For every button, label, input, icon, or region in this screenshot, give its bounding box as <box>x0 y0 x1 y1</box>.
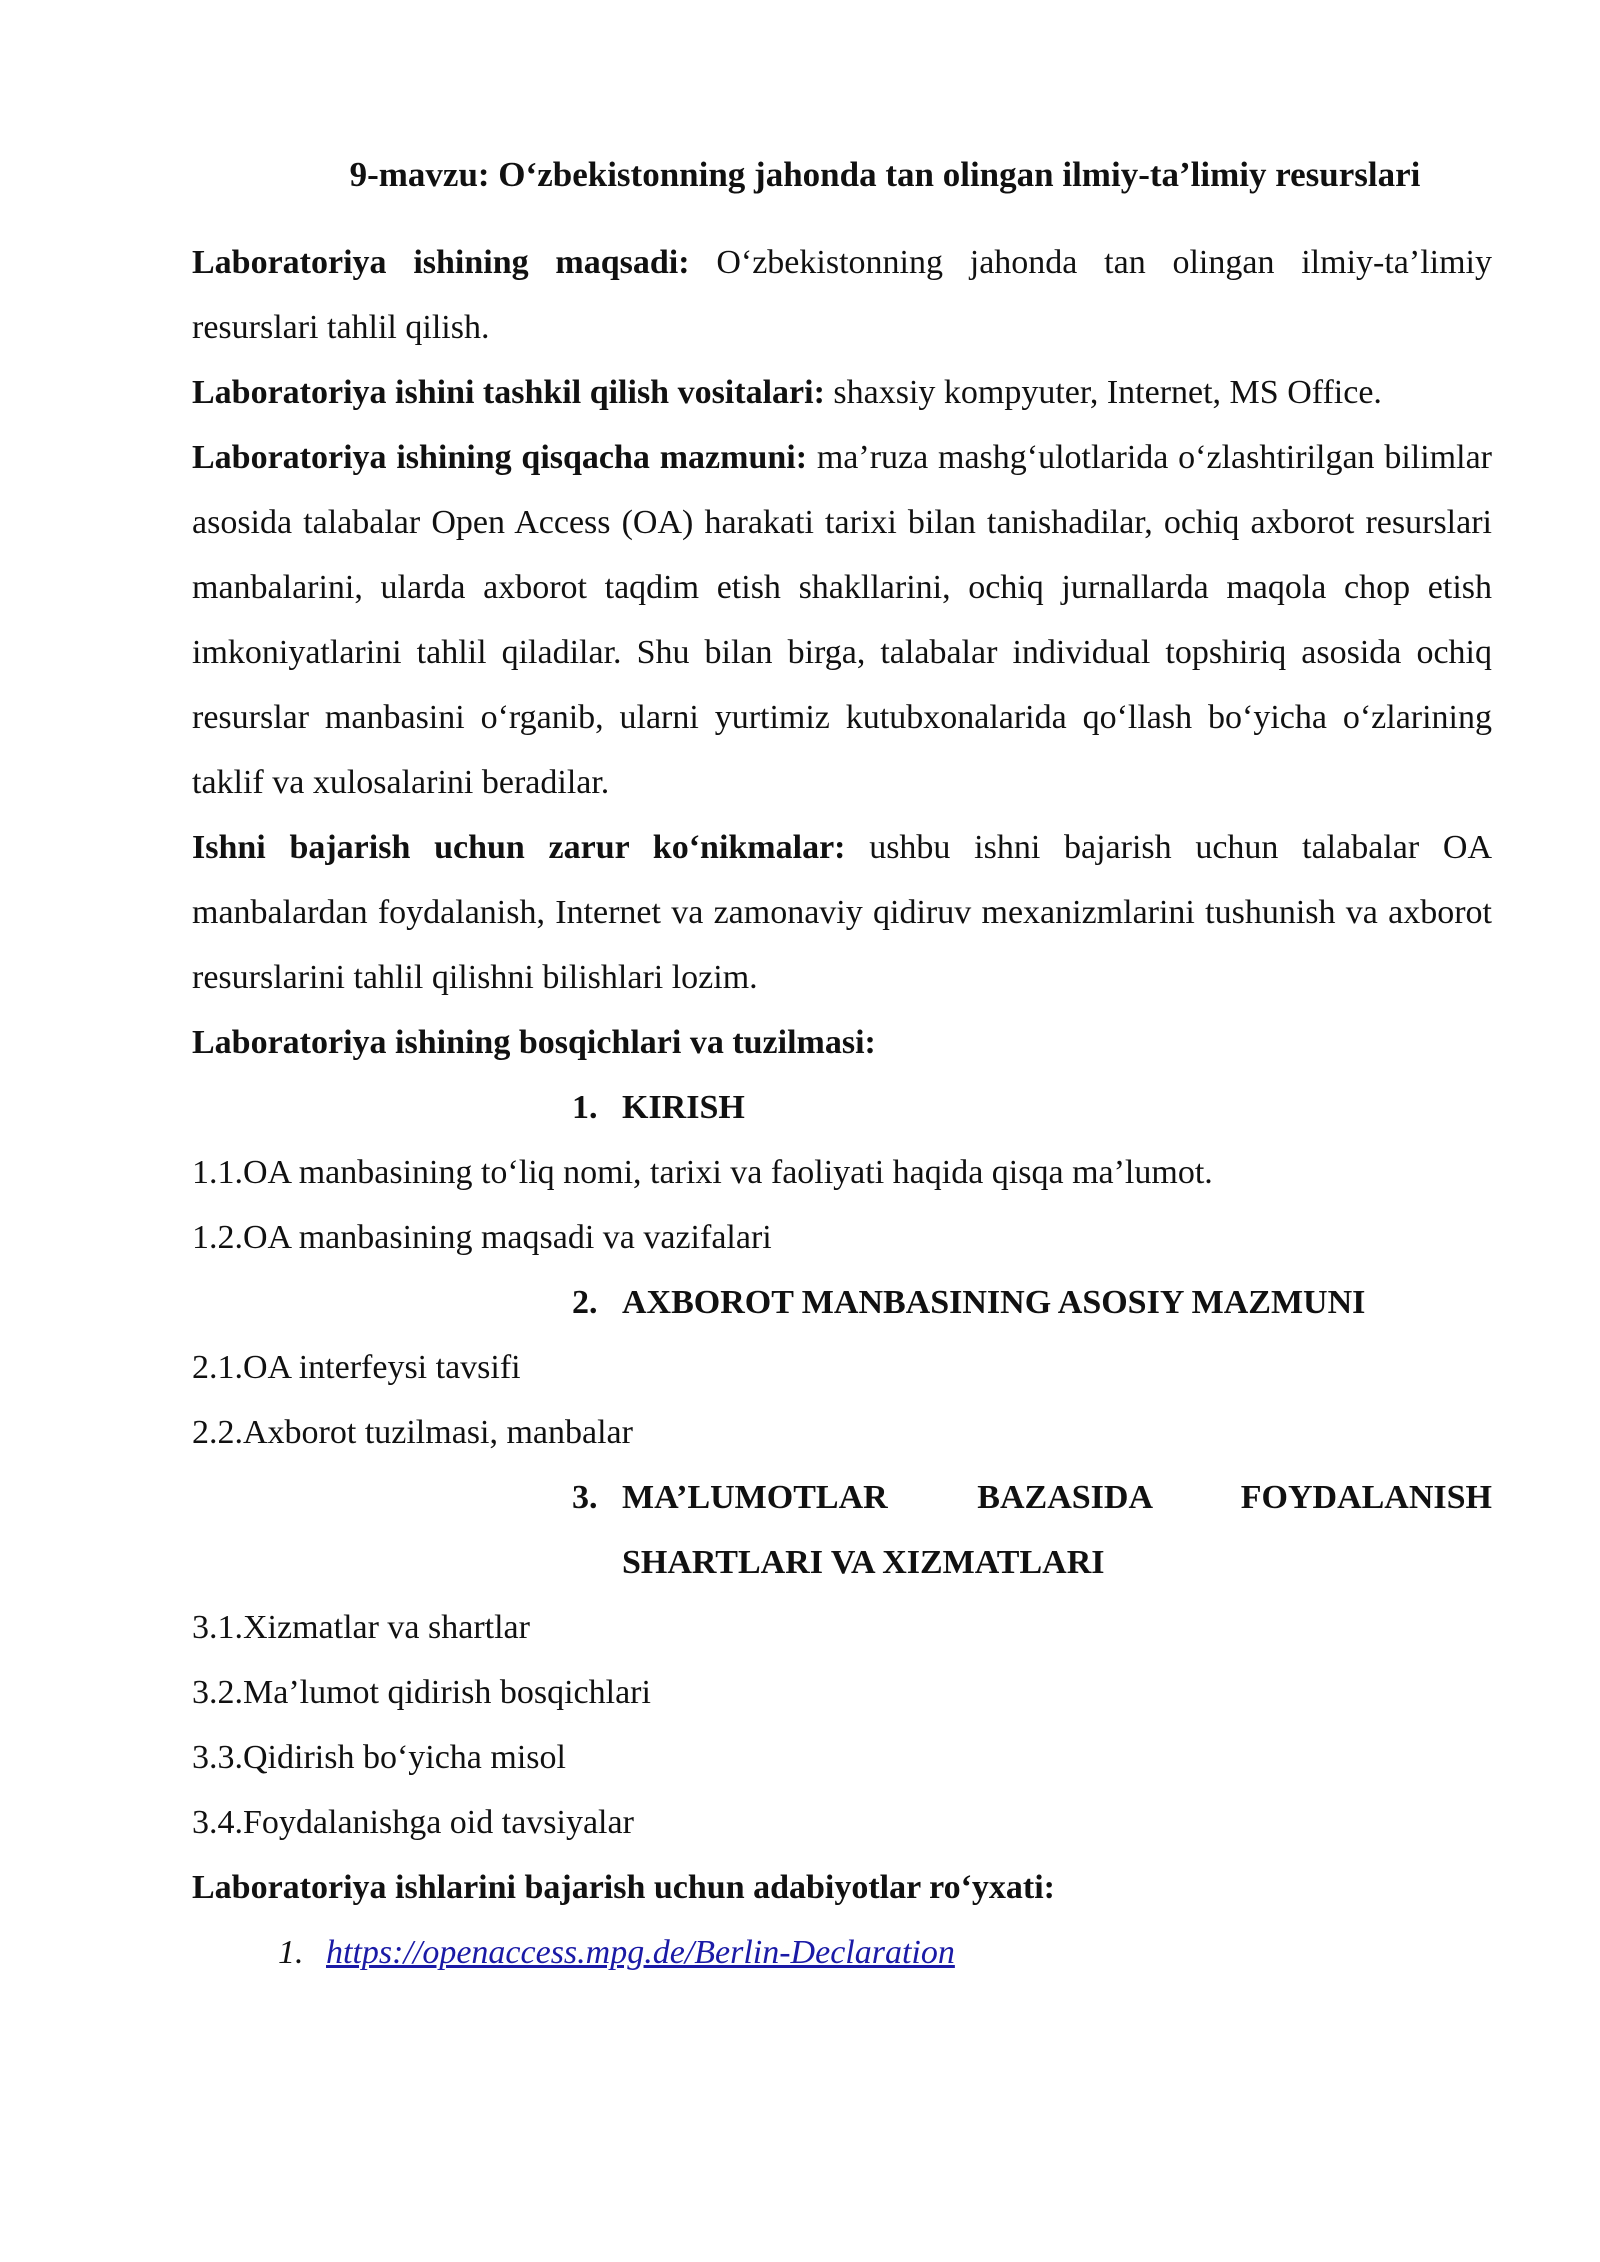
summary-text: ma’ruza mashg‘ulotlarida o‘zlashtirilgan bilimlar asosida talabalar Open Access (OA) harakati tarixi bilan tanishadilar, ochiq axborot resurslari manbalarini, ularda axborot taqdim etish shakllarini, ochiq jurnallarda maqola chop etish imkoniyatlarini tahlil qiladilar. Shu bilan birga, talabalar individual topshiriq asosida ochiq resurslar manbasini o‘rganib, ularni yurtimiz kutubxonalarida qo‘llash bo‘yicha o‘zlarining taklif va xulosalarini beradilar. <box>192 439 1492 801</box>
references-heading: Laboratoriya ishlarini bajarish uchun adabiyotlar ro‘yxati: <box>192 1869 1055 1906</box>
goal-text: O‘zbekistonning jahonda tan olingan ilmiy-ta’limiy resurslari tahlil qilish. <box>192 244 1492 346</box>
section-2-title: AXBOROT MANBASINING ASOSIY MAZMUNI <box>622 1284 1366 1321</box>
tools-label: Laboratoriya ishini tashkil qilish vositalari: <box>192 374 825 411</box>
skills-label: Ishni bajarish uchun zarur ko‘nikmalar: <box>192 829 846 866</box>
summary-label: Laboratoriya ishining qisqacha mazmuni: <box>192 439 808 476</box>
list-item: 3.1.Xizmatlar va shartlar <box>192 1609 530 1646</box>
reference-number: 1. <box>278 1934 304 1971</box>
section-1-heading <box>192 1075 1492 1140</box>
list-item: 3.3.Qidirish bo‘yicha misol <box>192 1739 566 1776</box>
skills-paragraph <box>192 815 1492 1010</box>
list-item: 2.2.Axborot tuzilmasi, manbalar <box>192 1414 633 1451</box>
list-item: 3.2.Ma’lumot qidirish bosqichlari <box>192 1674 651 1711</box>
reference-item <box>192 1920 1492 1985</box>
summary-paragraph <box>192 425 1492 815</box>
document-body <box>192 230 1492 1985</box>
section-2-number: 2. <box>572 1284 598 1321</box>
list-item: 1.1.OA manbasining to‘liq nomi, tarixi va faoliyati haqida qisqa ma’lumot. <box>192 1154 1213 1191</box>
tools-text: shaxsiy kompyuter, Internet, MS Office. <box>824 374 1382 411</box>
section-3-number: 3. <box>572 1479 598 1516</box>
list-item: 3.4.Foydalanishga oid tavsiyalar <box>192 1804 634 1841</box>
list-item: 2.1.OA interfeysi tavsifi <box>192 1349 521 1386</box>
goal-label: Laboratoriya ishining maqsadi: <box>192 244 690 281</box>
section-1-number: 1. <box>572 1089 598 1126</box>
section-3-title-line1: MA’LUMOTLAR BAZASIDA FOYDALANISH <box>622 1479 1492 1516</box>
page-title: 9-mavzu: O‘zbekistonning jahonda tan olingan ilmiy-ta’limiy resurslari <box>349 155 1421 194</box>
section-3-heading <box>192 1465 1492 1595</box>
section-2-heading <box>192 1270 1492 1335</box>
structure-heading: Laboratoriya ishining bosqichlari va tuzilmasi: <box>192 1024 876 1061</box>
skills-text: ushbu ishni bajarish uchun talabalar OA manbalardan foydalanish, Internet va zamonaviy qidiruv mexanizmlarini tushunish va axborot resurslarini tahlil qilishni bilishlari lozim. <box>192 829 1492 996</box>
goal-paragraph <box>192 230 1492 360</box>
tools-paragraph <box>192 360 1492 425</box>
section-1-title: KIRISH <box>622 1089 745 1126</box>
list-item: 1.2.OA manbasining maqsadi va vazifalari <box>192 1219 772 1256</box>
reference-link[interactable]: https://openaccess.mpg.de/Berlin-Declaration <box>326 1934 955 1971</box>
section-3-title-line2: SHARTLARI VA XIZMATLARI <box>622 1544 1105 1581</box>
section-3-title <box>622 1465 1492 1595</box>
